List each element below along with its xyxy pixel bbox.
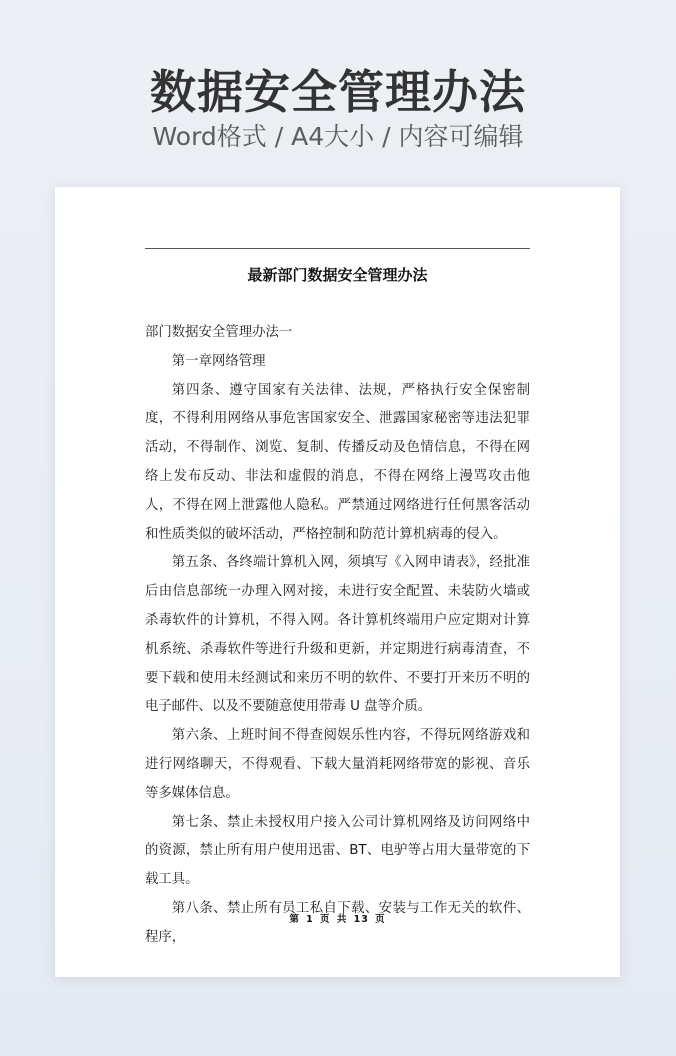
chapter-title: 第一章网络管理 [171, 353, 266, 369]
article-paragraph: 第八条、禁止所有员工私自下载、安装与工作无关的软件、程序， [145, 900, 530, 945]
page-number-footer: 第 1 页 共 13 页 [289, 914, 386, 925]
article-paragraph: 第七条、禁止未授权用户接入公司计算机网络及访问网络中的资源，禁止所有用户使用迅雷、BT、电驴等占用大量带宽的下载工具。 [145, 814, 530, 888]
document-heading: 最新部门数据安全管理办法 [247, 266, 428, 284]
banner-subtitle: Word格式 / A4大小 / 内容可编辑 [152, 122, 524, 151]
document-body [145, 319, 530, 953]
section-title: 部门数据安全管理办法一 [145, 325, 293, 340]
header-rule [145, 248, 530, 249]
document-page [55, 187, 620, 977]
article-paragraph: 第五条、各终端计算机入网，须填写《入网申请表》，经批准后由信息部统一办理入网对接，未进行安全配置、未装防火墙或杀毒软件的计算机，不得入网。各计算机终端用户应定期对计算机系统、杀毒软件等进行升级和更新，并定期进行病毒清查，不要下载和使用未经测试和来历不明的软件、不要打开来历不明的电子邮件、以及不要随意使用带毒 U 盘等介质。 [145, 555, 530, 715]
banner-title: 数据安全管理办法 [150, 65, 526, 119]
article-paragraph: 第六条、上班时间不得查阅娱乐性内容，不得玩网络游戏和进行网络聊天，不得观看、下载大量消耗网络带宽的影视、音乐等多媒体信息。 [145, 728, 530, 801]
article-paragraph: 第四条、遵守国家有关法律、法规，严格执行安全保密制度，不得利用网络从事危害国家安全、泄露国家秘密等违法犯罪活动，不得制作、浏览、复制、传播反动及色情信息，不得在网络上发布反动、非法和虚假的消息，不得在网络上漫骂攻击他人，不得在网上泄露他人隐私。严禁通过网络进行任何黑客活动和性质类似的破坏活动，严格控制和防范计算机病毒的侵入。 [145, 382, 530, 542]
